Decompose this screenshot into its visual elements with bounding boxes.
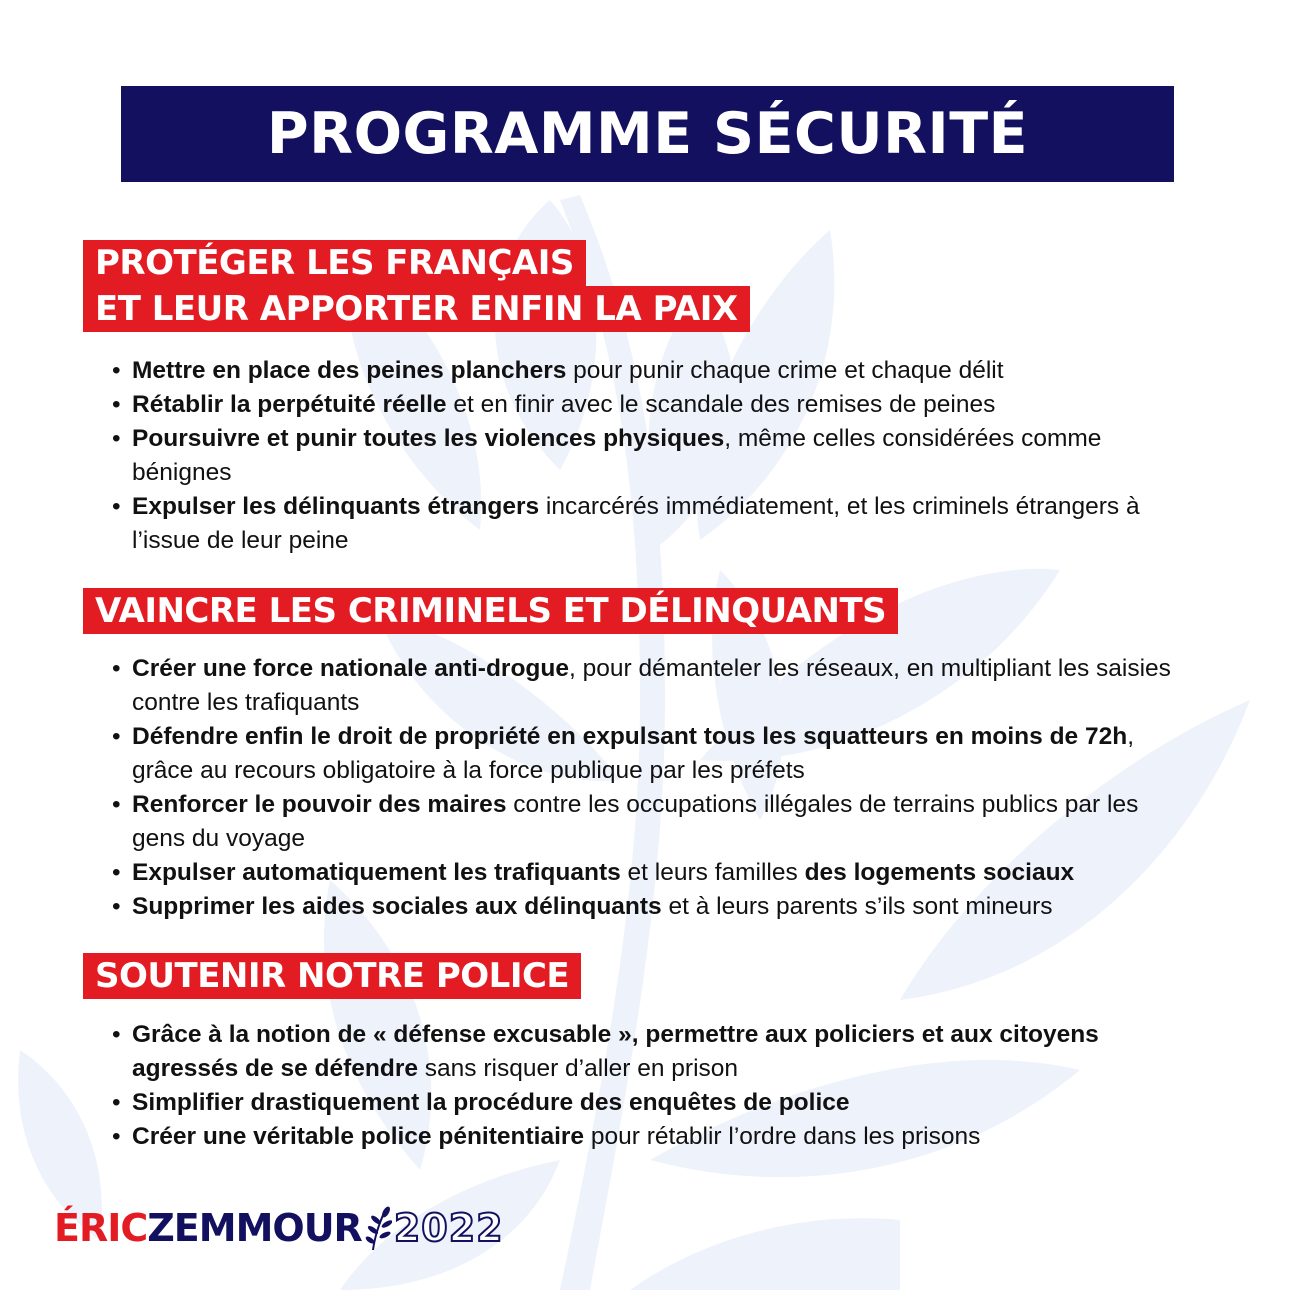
bullet-icon: • <box>112 893 121 920</box>
bullet-icon: • <box>112 723 121 750</box>
list-item <box>112 890 1182 924</box>
item-bold-text: Simplifier drastiquement la procédure des enquêtes de police <box>132 1089 850 1116</box>
item-bold-text: Supprimer les aides sociales aux délinquants <box>132 893 662 920</box>
item-text: incarcérés immédiatement, et les criminels étrangers à l’issue de leur peine <box>132 493 1140 554</box>
section-heading-vaincre <box>83 588 898 634</box>
section-list-vaincre <box>112 652 1182 924</box>
item-bold-text: Grâce à la notion de « défense excusable », permettre aux policiers et aux citoyens agressés de se défendre <box>132 1021 1099 1082</box>
item-bold-text: Défendre enfin le droit de propriété en expulsant tous les squatteurs en moins de 72h <box>132 723 1128 750</box>
item-text: sans risquer d’aller en prison <box>418 1055 739 1082</box>
list-item <box>112 422 1182 490</box>
item-text: pour punir chaque crime et chaque délit <box>566 357 1004 384</box>
item-bold-text: Créer une force nationale anti-drogue <box>132 655 569 682</box>
item-bold-text: Poursuivre et punir toutes les violences physiques <box>132 425 725 452</box>
section-list-proteger <box>112 354 1182 558</box>
logo-first-name: ÉRIC <box>54 1206 148 1250</box>
item-text: contre les occupations illégales de terrains publics par les gens du voyage <box>132 791 1139 852</box>
bullet-icon: • <box>112 425 121 452</box>
bullet-icon: • <box>112 1123 121 1150</box>
logo-last-name: ZEMMOUR <box>147 1206 362 1250</box>
bullet-icon: • <box>112 1021 121 1048</box>
bullet-icon: • <box>112 655 121 682</box>
list-item <box>112 1120 1182 1154</box>
bullet-icon: • <box>112 791 121 818</box>
item-bold-text: Créer une véritable police pénitentiaire <box>132 1123 585 1150</box>
list-item <box>112 788 1182 856</box>
item-text: et leurs familles <box>620 859 805 886</box>
item-text: , même celles considérées comme bénignes <box>132 425 1102 486</box>
list-item <box>112 1018 1182 1086</box>
list-item <box>112 354 1182 388</box>
page-title: PROGRAMME SÉCURITÉ <box>266 101 1029 167</box>
watermark-leaf <box>630 1218 900 1290</box>
olive-branch-icon <box>364 1206 392 1250</box>
item-text: , grâce au recours obligatoire à la force publique par les préfets <box>132 723 1134 784</box>
bullet-icon: • <box>112 493 121 520</box>
bullet-icon: • <box>112 1089 121 1116</box>
bullet-icon: • <box>112 859 121 886</box>
section-heading-line: ET LEUR APPORTER ENFIN LA PAIX <box>83 286 750 332</box>
section-heading-line: PROTÉGER LES FRANÇAIS <box>83 240 586 286</box>
item-text: et en finir avec le scandale des remises de peines <box>446 391 996 418</box>
list-item <box>112 1086 1182 1120</box>
item-bold-text: Expulser automatiquement les trafiquants <box>132 859 621 886</box>
list-item <box>112 652 1182 720</box>
section-heading-soutenir <box>83 953 581 999</box>
item-bold-text: Expulser les délinquants étrangers <box>132 493 540 520</box>
list-item <box>112 720 1182 788</box>
section-heading-proteger <box>83 240 750 332</box>
item-bold-text: Renforcer le pouvoir des maires <box>132 791 507 818</box>
section-heading-line: VAINCRE LES CRIMINELS ET DÉLINQUANTS <box>83 588 898 634</box>
list-item <box>112 388 1182 422</box>
item-bold-text: Mettre en place des peines planchers <box>132 357 567 384</box>
bullet-icon: • <box>112 391 121 418</box>
logo-year: 2022 <box>393 1206 504 1250</box>
item-text: et à leurs parents s’ils sont mineurs <box>661 893 1053 920</box>
section-list-soutenir <box>112 1018 1182 1154</box>
list-item <box>112 856 1182 890</box>
item-text: , pour démanteler les réseaux, en multipliant les saisies contre les trafiquants <box>132 655 1171 716</box>
title-banner <box>121 86 1174 182</box>
list-item <box>112 490 1182 558</box>
campaign-logo <box>54 1206 504 1250</box>
bullet-icon: • <box>112 357 121 384</box>
item-bold-text: Rétablir la perpétuité réelle <box>132 391 447 418</box>
item-bold-text: des logements sociaux <box>804 859 1075 886</box>
item-text: pour rétablir l’ordre dans les prisons <box>584 1123 981 1150</box>
section-heading-line: SOUTENIR NOTRE POLICE <box>83 953 581 999</box>
